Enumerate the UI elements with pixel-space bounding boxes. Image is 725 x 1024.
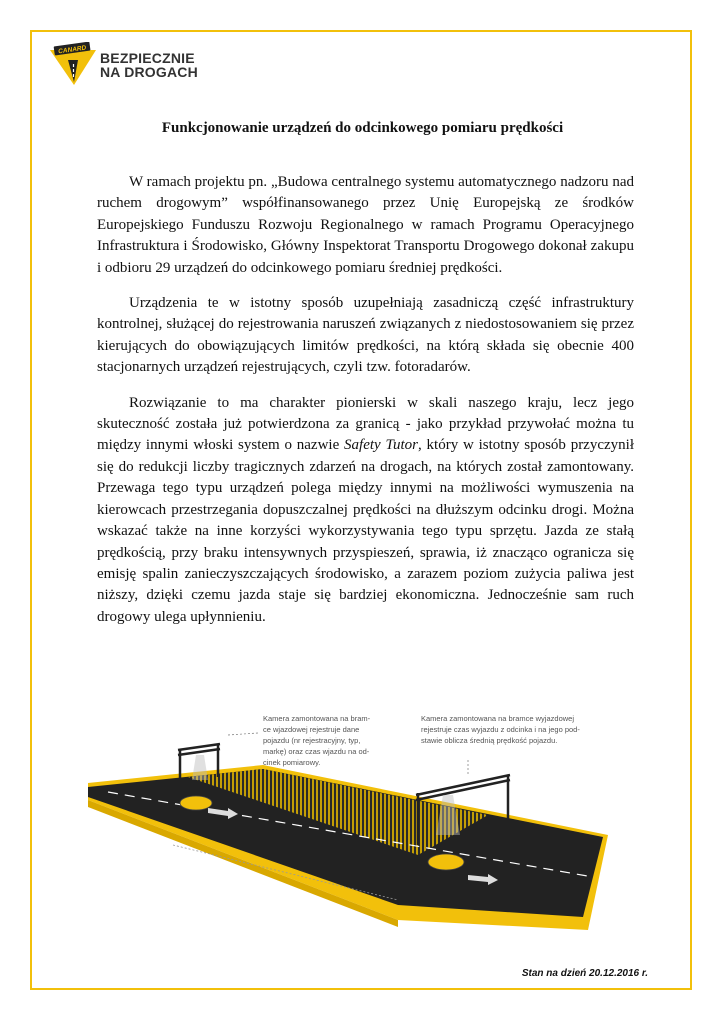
entry-caption-line: cinek pomiarowy. [263,758,321,767]
logo-text [100,51,198,79]
exit-camera-caption [421,713,641,746]
exit-caption-line: stawie oblicza średnią prędkość pojazdu. [421,736,558,745]
logo-mark-text: CANARD [57,44,87,56]
entry-caption-line: ce wjazdowej rejestruje dane [263,725,360,734]
entry-caption-line: markę) oraz czas wjazdu na od- [263,747,370,756]
road-illustration [88,705,643,930]
exit-caption-line: rejestruje czas wyjazdu z odcinka i na jego pod- [421,725,580,734]
road-logo-icon [48,42,98,87]
car-exit-icon [428,854,464,870]
paragraph-3-part-1: Rozwiązanie to ma charakter pionierski w skali naszego kraju, lecz jego skuteczność została już potwierdzona za granicą - jako przykład przywołać można tu między innymi włoski system o nazwie [97,394,634,454]
paragraph-3-part-2: , który w istotny sposób przyczynił się do redukcji liczby tragicznych zdarzeń na drogach, na których został zamontowany. Przewaga tego typu urządzeń polega między innymi na możliwości wymuszenia na kierowcach przestrzegania dopuszczalnej prędkości na dłuższym odcinku drogi. Można wskazać także na inne korzyści wykorzystywania tego typu sprzętu. Jazda ze stałą prędkością, przy braku intensywnych przyspieszeń, sprawia, iż znacząco ogranicza się emisję spalin zanieczyszczających środowisko, a zarazem poziom zużycia paliwa jest niższy, dzięki czemu jazda staje się bardziej ekonomiczna. Jednocześnie sam ruch drogowy ulega upłynnieniu. [97,437,634,625]
entry-caption-line: pojazdu (nr rejestracyjny, typ, [263,736,361,745]
document-date: Stan na dzień 20.12.2016 r. [521,968,648,979]
exit-caption-line: Kamera zamontowana na bramce wyjazdowej [421,714,574,723]
logo-line-1: BEZPIECZNIE [100,50,195,66]
system-name: Safety Tutor [344,437,418,454]
paragraph-1: W ramach projektu pn. „Budowa centralnego systemu automatycznego nadzoru nad ruchem drogowym” współfinansowanego przez Unię Europejską ze środków Europejskiego Funduszu Rozwoju Regionalnego w ramach Programu Operacyjnego Infrastruktura i Środowisko, Główny Inspektorat Transportu Drogowego dokonał zakupu i odbioru 29 urządzeń do odcinkowego pomiaru średniej prędkości. [97,174,634,276]
entry-caption-line: Kamera zamontowana na bram- [263,714,371,723]
logo [48,42,208,87]
entry-camera-caption [263,713,413,768]
document-title: Funkcjonowanie urządzeń do odcinkowego pomiaru prędkości [161,120,564,136]
logo-line-2: NA DROGACH [100,64,198,80]
paragraph-3 [97,393,634,628]
document-body [97,172,634,642]
car-entry-icon [180,796,212,810]
paragraph-2: Urządzenia te w istotny sposób uzupełniają zasadniczą część infrastruktury kontrolnej, służącej do rejestrowania naruszeń związanych z niedostosowaniem się przez kierujących do obowiązujących limitów prędkości, na którą składa się obecnie 400 stacjonarnych urządzeń rejestrujących, czyli tzw. fotoradarów. [97,295,634,376]
